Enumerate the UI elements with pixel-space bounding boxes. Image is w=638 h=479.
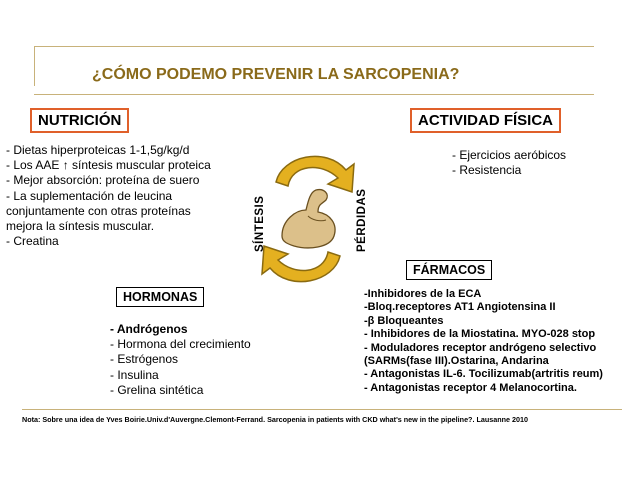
farmacos-item: -Inhibidores de la ECA — [364, 288, 482, 300]
nutricion-item: mejora la síntesis muscular. — [6, 219, 155, 234]
hormonas-item: - Hormona del crecimiento — [110, 337, 251, 352]
hormonas-heading: HORMONAS — [116, 287, 204, 307]
farmacos-item: -β Bloqueantes — [364, 314, 444, 327]
farmacos-item: (SARMs(fase III).Ostarina, Andarina — [364, 355, 549, 368]
sintesis-label: SÍNTESIS — [254, 195, 266, 252]
flexed-arm-icon — [282, 190, 335, 248]
farmacos-item: -Bloq.receptores AT1 Angiotensina II — [364, 301, 556, 314]
nutricion-list — [6, 143, 211, 249]
cycle-diagram — [248, 140, 368, 300]
bottom-cycle-arrow — [262, 246, 340, 282]
left-rule — [34, 46, 35, 86]
hormonas-item: - Andrógenos — [110, 322, 188, 336]
perdidas-label: PÉRDIDAS — [356, 188, 368, 252]
title-underline — [34, 94, 594, 95]
farmacos-list — [364, 288, 603, 395]
top-cycle-arrow — [276, 156, 354, 192]
actividad-heading: ACTIVIDAD FÍSICA — [410, 108, 561, 133]
farmacos-item: - Moduladores receptor andrógeno selectivo — [364, 341, 597, 354]
nutricion-heading: NUTRICIÓN — [30, 108, 129, 133]
top-rule — [34, 46, 594, 47]
actividad-list — [452, 148, 566, 178]
nutricion-item: conjuntamente con otras proteínas — [6, 203, 191, 218]
actividad-item: - Resistencia — [452, 163, 522, 178]
nutricion-item: - Creatina — [6, 234, 59, 249]
bottom-rule — [22, 409, 622, 410]
farmacos-item: - Antagonistas receptor 4 Melanocortina. — [364, 381, 577, 394]
footnote: Nota: Sobre una idea de Yves Boirie.Univ.d'Auvergne.Clemont-Ferrand. Sarcopenia in patients with CKD what's new in the pipeline?. Lausanne 2010 — [22, 415, 528, 424]
nutricion-item: - Mejor absorción: proteína de suero — [6, 173, 200, 188]
hormonas-list — [110, 322, 251, 398]
farmacos-heading: FÁRMACOS — [406, 260, 492, 280]
nutricion-item: - Los AAE ↑ síntesis muscular proteica — [6, 158, 211, 173]
actividad-item: - Ejercicios aeróbicos — [452, 148, 567, 162]
page-title: ¿CÓMO PODEMO PREVENIR LA SARCOPENIA? — [92, 66, 460, 83]
hormonas-item: - Insulina — [110, 367, 159, 382]
farmacos-item: - Antagonistas IL-6. Tocilizumab(artritis reum) — [364, 368, 603, 381]
farmacos-item: - Inhibidores de la Miostatina. MYO-028 stop — [364, 328, 596, 341]
hormonas-item: - Grelina sintética — [110, 382, 204, 397]
nutricion-item: - Dietas hiperproteicas 1-1,5g/kg/d — [6, 143, 190, 157]
nutricion-item: - La suplementación de leucina — [6, 188, 173, 203]
hormonas-item: - Estrógenos — [110, 352, 179, 367]
